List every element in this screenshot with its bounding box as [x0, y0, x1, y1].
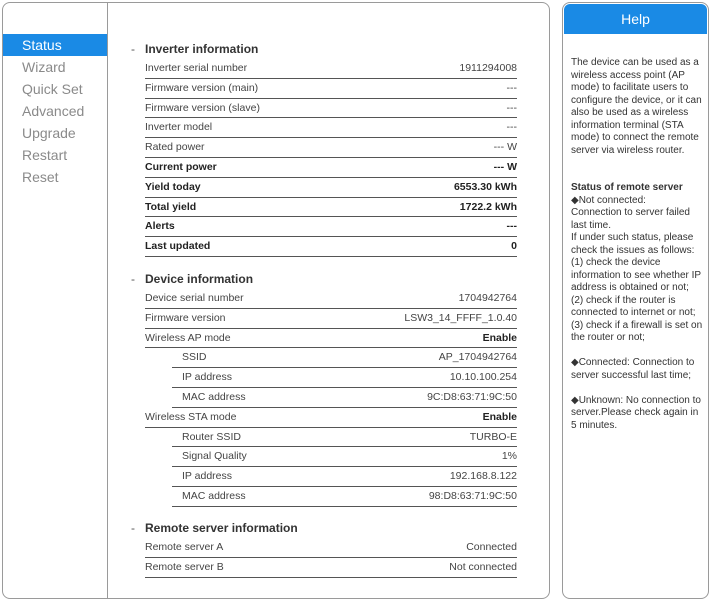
row-value: Connected: [466, 541, 517, 553]
nav-item-quick-set[interactable]: Quick Set: [22, 81, 83, 97]
info-row: [172, 368, 517, 388]
row-value: Enable: [482, 410, 517, 423]
row-label: Wireless AP mode: [145, 331, 231, 344]
info-row: [145, 158, 517, 178]
info-row: [172, 487, 517, 507]
inverter-info-section: [131, 39, 517, 257]
row-label: Remote server A: [145, 541, 224, 553]
info-row: [145, 178, 517, 198]
row-label: Device serial number: [145, 292, 244, 304]
row-value: 6553.30 kWh: [453, 180, 517, 193]
info-row: [172, 467, 517, 487]
row-value: LSW3_14_FFFF_1.0.40: [404, 311, 517, 324]
row-value: TURBO-E: [469, 430, 517, 443]
inverter-info-title: Inverter information: [145, 42, 259, 56]
help-spacer: [571, 170, 703, 183]
device-info-section: [131, 269, 517, 507]
row-label: Last updated: [145, 240, 211, 253]
row-label: MAC address: [182, 489, 246, 502]
help-line: If under such status, please check the issues as follows:: [571, 232, 695, 256]
info-row: [145, 79, 517, 99]
row-value: --- W: [493, 141, 517, 154]
nav-item-upgrade[interactable]: Upgrade: [22, 125, 76, 141]
row-value: 10.10.100.254: [449, 371, 517, 384]
row-label: Router SSID: [182, 430, 241, 443]
info-row: [145, 289, 517, 309]
info-row: [172, 428, 517, 448]
row-value: 1722.2 kWh: [459, 200, 517, 213]
row-label: Firmware version: [145, 311, 226, 324]
section-title: [131, 518, 517, 538]
section-dash: -: [131, 521, 135, 535]
help-line: (3) check if a firewall is set on the router or not;: [571, 319, 703, 343]
info-row: [145, 198, 517, 218]
row-label: Wireless STA mode: [145, 410, 237, 423]
help-body: [571, 57, 703, 445]
row-value: 0: [511, 240, 517, 253]
row-value: ---: [506, 81, 517, 94]
help-title: Help: [564, 4, 707, 34]
info-row: [145, 408, 517, 428]
row-label: Total yield: [145, 200, 197, 213]
help-unknown: ◆Unknown: No connection to server.Please check again in 5 minutes.: [571, 394, 701, 431]
info-row: [145, 59, 517, 79]
info-row: [145, 309, 517, 329]
row-value: ---: [506, 101, 517, 114]
row-value: --- W: [493, 160, 517, 173]
row-label: Alerts: [145, 220, 175, 233]
help-line: (2) check if the router is connected to internet or not;: [571, 294, 696, 318]
row-label: Current power: [145, 160, 217, 173]
help-panel: [562, 2, 709, 599]
remote-server-section: [131, 518, 517, 578]
nav-item-advanced[interactable]: Advanced: [22, 103, 85, 119]
row-label: SSID: [182, 351, 207, 364]
row-label: Inverter model: [145, 121, 213, 134]
row-value: 1704942764: [458, 292, 517, 304]
row-value: Enable: [482, 331, 517, 344]
nav-item-restart[interactable]: Restart: [22, 147, 68, 163]
row-value: AP_1704942764: [438, 351, 517, 364]
info-row: [145, 138, 517, 158]
row-value: 1911294008: [459, 62, 517, 74]
section-dash: -: [131, 272, 135, 286]
row-label: Firmware version (slave): [145, 101, 260, 114]
info-row: [145, 217, 517, 237]
row-label: Yield today: [145, 180, 201, 193]
row-value: 1%: [501, 450, 517, 463]
help-spacer: [571, 345, 703, 358]
help-line: Connection to server failed last time.: [571, 207, 690, 231]
status-panel: [2, 2, 550, 599]
row-label: Firmware version (main): [145, 81, 259, 94]
row-value: ---: [506, 220, 517, 233]
info-row: [172, 447, 517, 467]
info-row: [145, 329, 517, 349]
row-value: 98:D8:63:71:9C:50: [428, 489, 517, 502]
row-label: IP address: [182, 371, 233, 384]
remote-server-title: Remote server information: [145, 521, 298, 535]
nav-item-wizard[interactable]: Wizard: [22, 59, 66, 75]
row-value: ---: [506, 121, 517, 134]
help-not-connected-label: ◆Not connected:: [571, 194, 646, 206]
info-row: [172, 388, 517, 408]
row-label: MAC address: [182, 390, 246, 403]
row-value: Not connected: [449, 560, 517, 573]
info-row: [145, 558, 517, 578]
device-info-title: Device information: [145, 272, 254, 286]
section-dash: -: [131, 42, 135, 56]
info-row: [145, 237, 517, 257]
help-intro: The device can be used as a wireless access point (AP mode) to facilitate users to configure the device, or it can also be used as a wireless information terminal (STA mode) to connect the remote server via wireless router.: [571, 57, 702, 156]
row-label: Rated power: [145, 141, 205, 154]
row-value: 192.168.8.122: [449, 470, 517, 483]
row-label: Inverter serial number: [145, 62, 248, 74]
row-value: 9C:D8:63:71:9C:50: [427, 390, 517, 403]
help-connected: ◆Connected: Connection to server successful last time;: [571, 357, 695, 381]
section-title: [131, 39, 517, 59]
info-row: [145, 538, 517, 558]
row-label: Remote server B: [145, 560, 224, 573]
info-row: [145, 99, 517, 119]
row-label: Signal Quality: [182, 450, 247, 463]
nav-item-status[interactable]: Status: [3, 34, 107, 56]
row-label: IP address: [182, 470, 233, 483]
info-row: [172, 348, 517, 368]
section-title: [131, 269, 517, 289]
sidebar-nav: [3, 3, 108, 598]
info-row: [145, 118, 517, 138]
nav-item-reset[interactable]: Reset: [22, 169, 59, 185]
nav-list: [3, 34, 107, 188]
help-line: (1) check the device information to see whether IP address is obtained or not;: [571, 257, 701, 293]
help-status-title: Status of remote server: [571, 182, 683, 193]
